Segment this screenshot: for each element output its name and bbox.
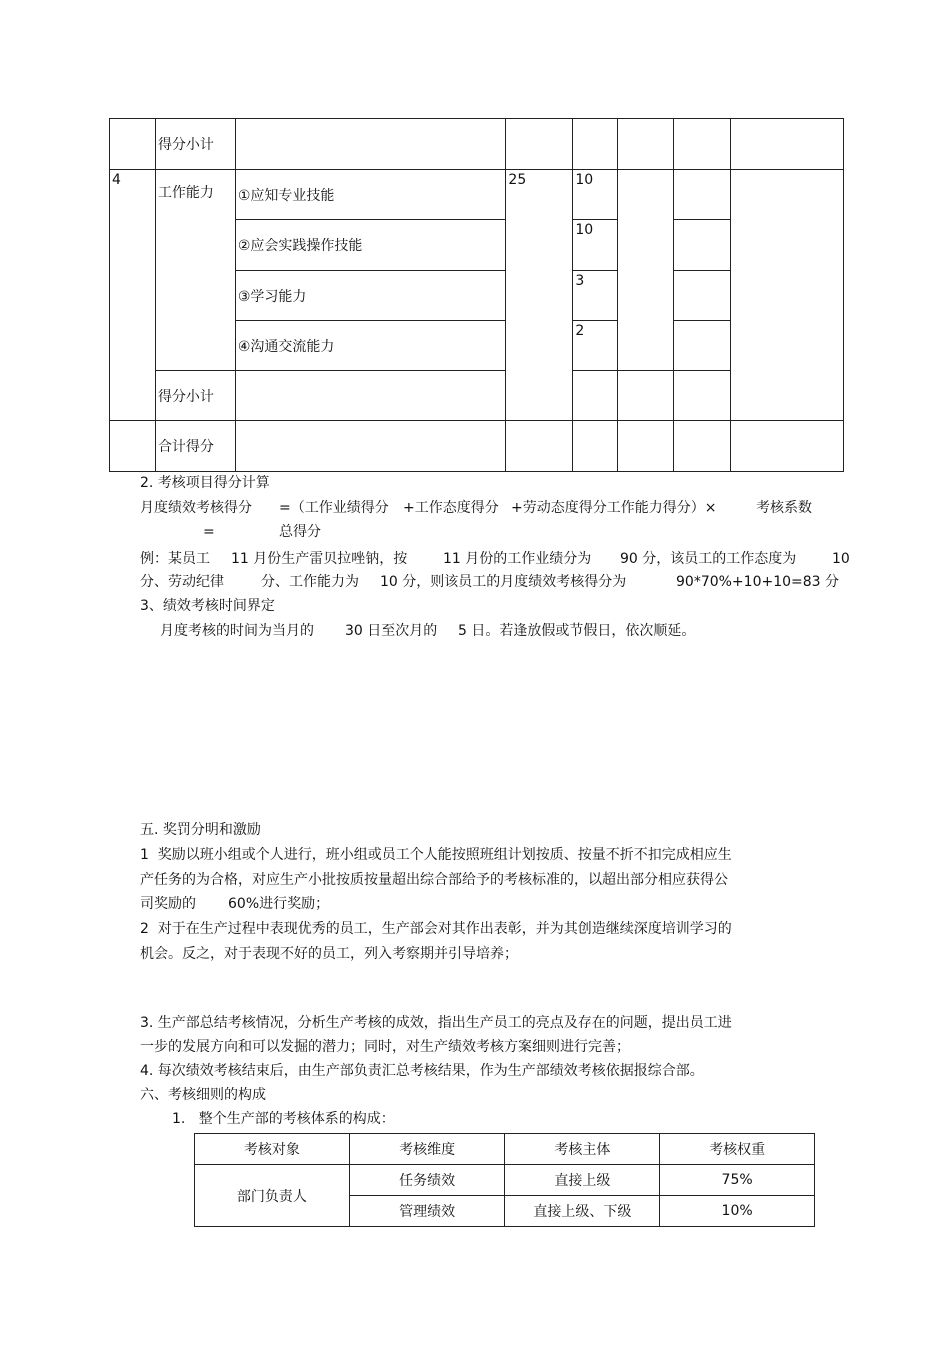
column-header: 考核维度 bbox=[349, 1134, 505, 1165]
item-name: ①应知专业技能 bbox=[235, 170, 506, 220]
formula-equals: = bbox=[203, 524, 215, 540]
weight-cell: 10% bbox=[660, 1196, 815, 1227]
formula-label: 月度绩效考核得分 bbox=[140, 500, 252, 516]
list-item: 1. 整个生产部的考核体系的构成： bbox=[172, 1111, 395, 1127]
example-text: 10 bbox=[832, 551, 850, 567]
example-text: 90 分，该员工的工作态度为 bbox=[620, 551, 797, 567]
paragraph-line: 1 奖励以班小组或个人进行，班小组或员工个人能按照班组计划按质、按量不折不扣完成相应生 bbox=[140, 847, 732, 863]
section-3-body: 月度考核的时间为当月的 bbox=[160, 623, 314, 639]
section-3-body: 30 日至次月的 bbox=[345, 623, 438, 639]
item-points: 3 bbox=[573, 271, 618, 321]
dimension-cell: 任务绩效 bbox=[349, 1165, 505, 1196]
paragraph-line: 产任务的为合格，对应生产小批按质按量超出综合部给予的考核标准的，以超出部分相应获得公 bbox=[140, 872, 728, 888]
paragraph-line: 司奖励的 bbox=[140, 896, 196, 912]
subject-cell: 直接上级、下级 bbox=[505, 1196, 660, 1227]
total-label: 合计得分 bbox=[155, 421, 235, 472]
assessment-object: 部门负责人 bbox=[195, 1165, 350, 1227]
formula-part: +工作态度得分 bbox=[403, 500, 499, 516]
section-5-title: 五. 奖罚分明和激励 bbox=[140, 822, 261, 838]
example-text: 10 分，则该员工的月度绩效考核得分为 bbox=[380, 574, 627, 590]
formula-total: 总得分 bbox=[279, 524, 321, 540]
table-row bbox=[110, 170, 844, 220]
section-3-body: 5 日。若逢放假或节假日，依次顺延。 bbox=[458, 623, 696, 639]
example-text: 11 月份的工作业绩分为 bbox=[443, 551, 592, 567]
column-header: 考核权重 bbox=[660, 1134, 815, 1165]
example-text: 例：某员工 bbox=[140, 551, 210, 567]
column-header: 考核对象 bbox=[195, 1134, 350, 1165]
section-3-title: 3、绩效考核时间界定 bbox=[140, 598, 275, 614]
paragraph-line: 60%进行奖励； bbox=[228, 896, 330, 912]
dimension-cell: 管理绩效 bbox=[349, 1196, 505, 1227]
category-weight: 25 bbox=[506, 170, 573, 421]
formula-part: +劳动态度得分工作能力得分）× bbox=[511, 500, 717, 516]
subject-cell: 直接上级 bbox=[505, 1165, 660, 1196]
weight-table bbox=[194, 1133, 815, 1227]
item-name: ③学习能力 bbox=[235, 271, 506, 321]
weight-cell: 75% bbox=[660, 1165, 815, 1196]
item-name: ④沟通交流能力 bbox=[235, 321, 506, 371]
item-points: 2 bbox=[573, 321, 618, 371]
subtotal-label: 得分小计 bbox=[155, 119, 235, 170]
paragraph-line: 机会。反之，对于表现不好的员工，列入考察期并引导培养； bbox=[140, 946, 518, 962]
category-label: 工作能力 bbox=[155, 170, 235, 371]
subtotal-label: 得分小计 bbox=[155, 371, 235, 421]
formula-part: =（工作业绩得分 bbox=[279, 500, 389, 516]
example-text: 分、工作能力为 bbox=[261, 574, 359, 590]
score-table bbox=[109, 118, 844, 472]
table-row bbox=[195, 1165, 815, 1196]
example-text: 分、劳动纪律 bbox=[140, 574, 224, 590]
section-6-title: 六、考核细则的构成 bbox=[140, 1087, 266, 1103]
row-number: 4 bbox=[110, 170, 156, 421]
item-name: ②应会实践操作技能 bbox=[235, 220, 506, 271]
paragraph-line: 2 对于在生产过程中表现优秀的员工，生产部会对其作出表彰，并为其创造继续深度培训学习的 bbox=[140, 921, 732, 937]
item-points: 10 bbox=[573, 170, 618, 220]
table-header-row bbox=[195, 1134, 815, 1165]
item-points: 10 bbox=[573, 220, 618, 271]
paragraph-line: 一步的发展方向和可以发掘的潜力；同时，对生产绩效考核方案细则进行完善； bbox=[140, 1039, 630, 1055]
column-header: 考核主体 bbox=[505, 1134, 660, 1165]
paragraph-line: 3. 生产部总结考核情况，分析生产考核的成效，指出生产员工的亮点及存在的问题，提出员工进 bbox=[140, 1015, 732, 1031]
table-row bbox=[110, 119, 844, 170]
example-text: 11 月份生产雷贝拉唑钠，按 bbox=[231, 551, 408, 567]
paragraph-line: 4. 每次绩效考核结束后，由生产部负责汇总考核结果，作为生产部绩效考核依据报综合部。 bbox=[140, 1063, 704, 1079]
section-2-title: 2. 考核项目得分计算 bbox=[140, 475, 270, 491]
formula-part: 考核系数 bbox=[756, 500, 812, 516]
example-text: 90*70%+10+10=83 分 bbox=[676, 574, 840, 590]
table-row bbox=[110, 421, 844, 472]
